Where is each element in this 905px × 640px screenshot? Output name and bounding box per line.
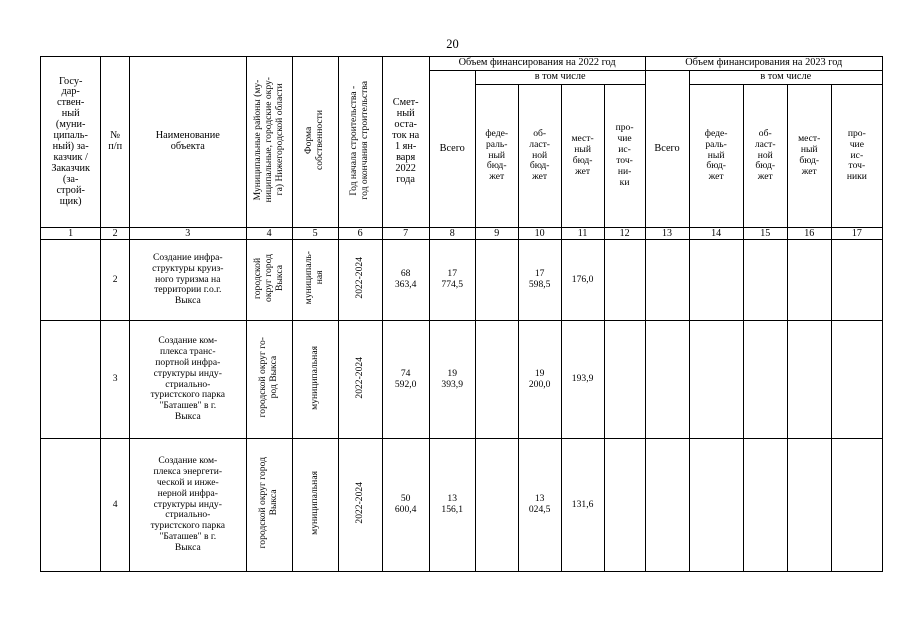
cell-remainder: 74 592,0	[382, 321, 429, 439]
header-funding-2022: Объем финансирования на 2022 год	[429, 57, 645, 71]
header-other-2023: про- чие ис- точ- ники	[831, 85, 882, 228]
cell-local-2023	[787, 240, 831, 321]
cell-years: 2022-2024	[338, 439, 382, 572]
column-number: 17	[831, 228, 882, 240]
column-number: 8	[429, 228, 475, 240]
cell-other-2022	[604, 439, 645, 572]
header-including-2022: в том числе	[475, 71, 645, 85]
cell-regional-2022: 17 598,5	[518, 240, 561, 321]
column-number: 6	[338, 228, 382, 240]
column-number-row	[41, 228, 883, 240]
cell-customer	[41, 439, 101, 572]
column-number: 4	[246, 228, 292, 240]
header-construction-years: Год начала строительства - год окончания строительства	[338, 57, 382, 228]
cell-total-2022: 13 156,1	[429, 439, 475, 572]
cell-local-2023	[787, 321, 831, 439]
cell-district: городской округ город Выкса	[246, 439, 292, 572]
column-number: 14	[689, 228, 743, 240]
cell-row-number: 3	[101, 321, 130, 439]
column-number: 2	[101, 228, 130, 240]
cell-ownership: муниципаль- ная	[292, 240, 338, 321]
cell-total-2023	[645, 321, 689, 439]
header-object-name: Наименование объекта	[129, 57, 246, 228]
column-number: 10	[518, 228, 561, 240]
header-estimate-remainder: Смет- ный оста- ток на 1 ян- варя 2022 года	[382, 57, 429, 228]
column-number: 12	[604, 228, 645, 240]
column-number: 5	[292, 228, 338, 240]
cell-federal-2022	[475, 240, 518, 321]
header-total-2023: Всего	[645, 71, 689, 228]
header-local-2022: мест- ный бюд- жет	[561, 85, 604, 228]
cell-other-2023	[831, 240, 882, 321]
cell-federal-2022	[475, 321, 518, 439]
cell-regional-2022: 13 024,5	[518, 439, 561, 572]
column-number: 1	[41, 228, 101, 240]
cell-row-number: 2	[101, 240, 130, 321]
cell-federal-2023	[689, 240, 743, 321]
header-funding-2023: Объем финансирования на 2023 год	[645, 57, 882, 71]
investment-table	[40, 56, 883, 572]
header-row-1	[41, 57, 883, 71]
header-ownership: Форма собственности	[292, 57, 338, 228]
cell-total-2023	[645, 439, 689, 572]
header-municipal-district: Муниципальные районы (му- ниципальные, городские окру- га) Нижегородской области	[246, 57, 292, 228]
cell-ownership: муниципальная	[292, 439, 338, 572]
table-row	[41, 439, 883, 572]
column-number: 15	[743, 228, 787, 240]
cell-local-2022: 193,9	[561, 321, 604, 439]
cell-local-2022: 131,6	[561, 439, 604, 572]
header-total-2022: Всего	[429, 71, 475, 228]
column-number: 9	[475, 228, 518, 240]
cell-regional-2023	[743, 439, 787, 572]
header-other-2022: про- чие ис- точ- ни- ки	[604, 85, 645, 228]
header-local-2023: мест- ный бюд- жет	[787, 85, 831, 228]
column-number: 7	[382, 228, 429, 240]
column-number: 16	[787, 228, 831, 240]
cell-regional-2023	[743, 240, 787, 321]
header-federal-2022: феде- раль- ный бюд- жет	[475, 85, 518, 228]
cell-federal-2023	[689, 321, 743, 439]
table-row	[41, 321, 883, 439]
cell-regional-2023	[743, 321, 787, 439]
cell-local-2023	[787, 439, 831, 572]
column-number: 3	[129, 228, 246, 240]
cell-other-2023	[831, 321, 882, 439]
header-regional-2023: об- ласт- ной бюд- жет	[743, 85, 787, 228]
cell-federal-2022	[475, 439, 518, 572]
cell-local-2022: 176,0	[561, 240, 604, 321]
cell-row-number: 4	[101, 439, 130, 572]
cell-other-2022	[604, 240, 645, 321]
header-customer: Госу- дар- ствен- ный (муни- ципаль- ный) за- казчик / Заказчик (за- строй- щик)	[41, 57, 101, 228]
cell-regional-2022: 19 200,0	[518, 321, 561, 439]
cell-district: городской округ го- род Выкса	[246, 321, 292, 439]
cell-years: 2022-2024	[338, 240, 382, 321]
header-federal-2023: феде- раль- ный бюд- жет	[689, 85, 743, 228]
header-including-2023: в том числе	[689, 71, 882, 85]
header-row-number: № п/п	[101, 57, 130, 228]
cell-object-name: Создание ком- плекса энергети- ческой и инже- нерной инфра- структуры инду- стриально- туристского парка "Баташев" в г. Выкса	[129, 439, 246, 572]
cell-object-name: Создание ком- плекса транс- портной инфра- структуры инду- стриально- туристского парка "Баташев" в г. Выкса	[129, 321, 246, 439]
cell-object-name: Создание инфра- структуры круиз- ного туризма на территории г.о.г. Выкса	[129, 240, 246, 321]
cell-remainder: 50 600,4	[382, 439, 429, 572]
column-number: 11	[561, 228, 604, 240]
cell-customer	[41, 321, 101, 439]
cell-remainder: 68 363,4	[382, 240, 429, 321]
table-row	[41, 240, 883, 321]
cell-other-2022	[604, 321, 645, 439]
cell-total-2023	[645, 240, 689, 321]
cell-other-2023	[831, 439, 882, 572]
cell-customer	[41, 240, 101, 321]
column-number: 13	[645, 228, 689, 240]
header-regional-2022: об- ласт- ной бюд- жет	[518, 85, 561, 228]
cell-total-2022: 19 393,9	[429, 321, 475, 439]
page-number: 20	[446, 37, 459, 51]
cell-district: городской округ город Выкса	[246, 240, 292, 321]
cell-total-2022: 17 774,5	[429, 240, 475, 321]
cell-years: 2022-2024	[338, 321, 382, 439]
cell-ownership: муниципальная	[292, 321, 338, 439]
cell-federal-2023	[689, 439, 743, 572]
